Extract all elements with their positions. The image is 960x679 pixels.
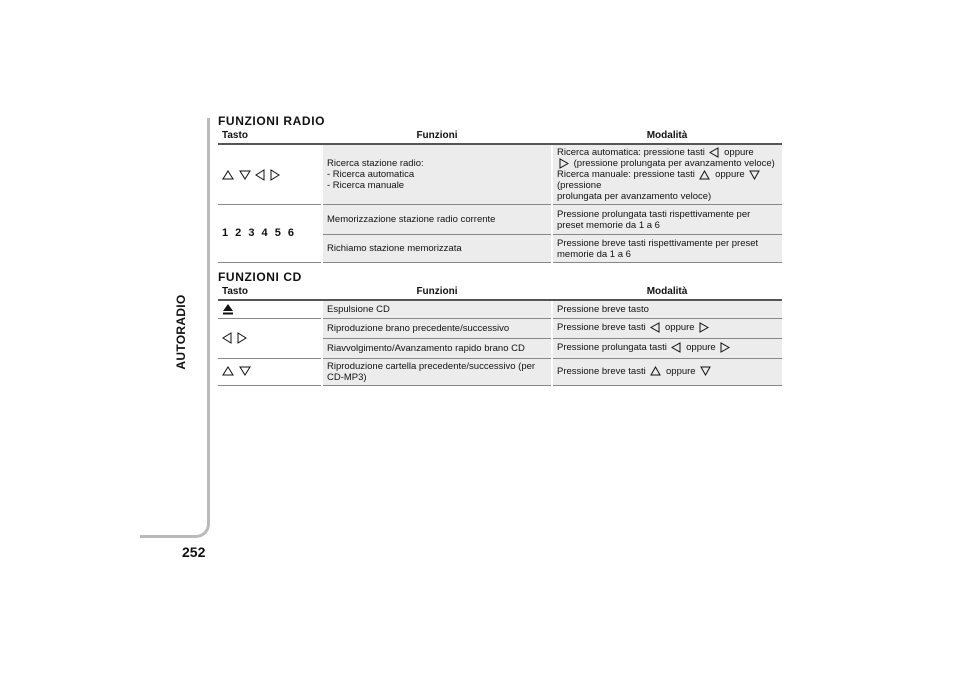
function-line: - Ricerca automatica: [327, 169, 415, 181]
table-row: [218, 205, 782, 235]
radio-section-title: FUNZIONI RADIO: [218, 114, 326, 128]
triangle-down-icon: [239, 366, 251, 376]
mode-text: Ricerca automatica: pressione tasti: [557, 147, 705, 159]
key-cell: [218, 300, 322, 318]
triangle-right-icon: [720, 342, 730, 353]
cd-header-row: [218, 284, 782, 300]
triangle-up-icon: [699, 170, 710, 180]
function-cell: Riproduzione cartella precedente/successivo (per CD-MP3): [322, 358, 552, 385]
mode-cell: Pressione breve tasto: [552, 300, 782, 318]
function-line: - Ricerca manuale: [327, 180, 405, 192]
table-row: [218, 300, 782, 318]
triangle-left-icon: [671, 342, 681, 353]
mode-text: prolungata per avanzamento veloce): [557, 191, 712, 203]
function-cell: Riproduzione brano precedente/successivo: [322, 318, 552, 338]
mode-text: Pressione breve tasti: [557, 366, 646, 377]
eject-icon: [222, 303, 234, 315]
triangle-left-icon: [709, 147, 719, 158]
function-cell: Memorizzazione stazione radio corrente: [322, 205, 552, 235]
function-cell: Espulsione CD: [322, 300, 552, 318]
key-cell: [218, 358, 322, 385]
header-mode: Modalità: [552, 284, 782, 300]
mode-cell: Pressione prolungata tasti rispettivamente per preset memorie da 1 a 6: [552, 205, 782, 235]
triangle-left-icon: [222, 332, 232, 344]
triangle-right-icon: [270, 169, 280, 181]
triangle-left-icon: [650, 322, 660, 333]
page-number: 252: [182, 544, 206, 560]
cd-section-title: FUNZIONI CD: [218, 270, 302, 284]
table-row: [218, 144, 782, 205]
mode-text: Ricerca manuale: pressione tasti: [557, 169, 695, 181]
table-row: [218, 318, 782, 338]
function-cell: [322, 144, 552, 205]
triangle-down-icon: [700, 366, 711, 376]
triangle-up-icon: [222, 170, 234, 180]
triangle-down-icon: [749, 170, 760, 180]
section-side-label: AUTORADIO: [174, 294, 188, 370]
mode-cell: [552, 358, 782, 385]
mode-cell: Pressione breve tasti rispettivamente per preset memorie da 1 a 6: [552, 235, 782, 263]
header-functions: Funzioni: [322, 128, 552, 144]
radio-header-row: [218, 128, 782, 144]
mode-text: Pressione prolungata tasti: [557, 342, 667, 354]
mode-text: Pressione breve tasti: [557, 322, 646, 334]
cd-table: [218, 284, 782, 386]
header-key: Tasto: [218, 128, 322, 144]
mode-text: oppure: [724, 147, 754, 159]
header-functions: Funzioni: [322, 284, 552, 300]
mode-text: (pressione: [557, 180, 602, 192]
triangle-right-icon: [699, 322, 709, 333]
mode-text: (pressione prolungata per avanzamento veloce): [573, 158, 775, 170]
mode-cell: [552, 144, 782, 205]
mode-cell: [552, 338, 782, 358]
function-line: Ricerca stazione radio:: [327, 158, 424, 170]
header-mode: Modalità: [552, 128, 782, 144]
mode-cell: [552, 318, 782, 338]
mode-text: oppure: [666, 366, 696, 377]
table-row: [218, 358, 782, 385]
triangle-right-icon: [559, 158, 569, 169]
mode-text: oppure: [665, 322, 695, 334]
mode-text: oppure: [686, 342, 716, 354]
key-cell: [218, 318, 322, 358]
key-cell: [218, 205, 322, 263]
triangle-down-icon: [239, 170, 251, 180]
preset-keys: 1 2 3 4 5 6: [222, 227, 296, 240]
header-key: Tasto: [218, 284, 322, 300]
triangle-up-icon: [650, 366, 661, 376]
mode-text: oppure: [715, 169, 745, 181]
radio-table: [218, 128, 782, 263]
key-cell: [218, 144, 322, 205]
triangle-left-icon: [255, 169, 265, 181]
function-cell: Riavvolgimento/Avanzamento rapido brano CD: [322, 338, 552, 358]
function-cell: Richiamo stazione memorizzata: [322, 235, 552, 263]
triangle-right-icon: [237, 332, 247, 344]
triangle-up-icon: [222, 366, 234, 376]
